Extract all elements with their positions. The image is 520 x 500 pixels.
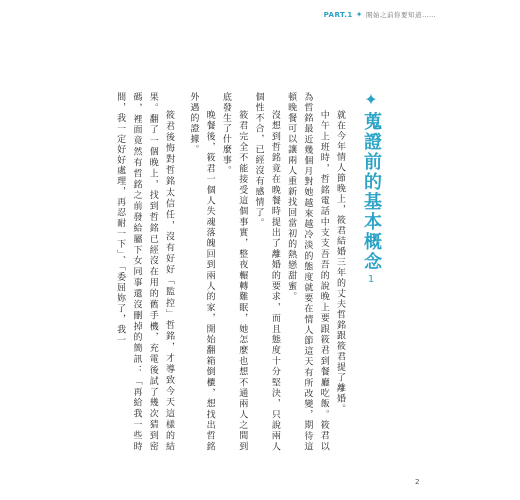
paragraph: 筱君完全不能接受這個事實，整夜輾轉難眠，她怎麼也想不通兩人之間到底發生了什麼事。: [220, 92, 248, 452]
paragraph: 沒想到哲銘竟在晚餐時提出了離婚的要求，而且態度十分堅決，只說兩人個性不合，已經沒有感情了。: [253, 92, 280, 452]
running-header: [324, 10, 436, 19]
body-text: [112, 92, 348, 452]
star-icon: ✦: [355, 10, 363, 19]
part-label: PART.1: [323, 10, 353, 19]
paragraph: 中午上班時，哲銘電話中支支吾吾的說晚上要跟筱君到餐廳吃飯。筱君以為哲銘最近幾個月對她越來越冷淡的態度就要在情人節這天有所改變，期待這頓晚餐可以讓兩人重新找回當初的熱戀甜蜜。: [286, 92, 329, 452]
chapter-title: 蒐證前的基本概念: [361, 112, 382, 272]
paragraph: 晚餐後，筱君一個人失魂落魄回到兩人的家，開始翻箱倒櫃，想找出哲銘外遇的證據。: [188, 92, 215, 452]
page-number: 2: [415, 478, 420, 486]
paragraph: 筱君後悔對哲銘太信任，沒有好好「監控」哲銘，才導致今天這樣的結果。翻了一個晚上，找到哲銘已經沒在用的舊手機，充電後試了幾次猜到密碼，裡面竟然有哲銘之前發給屬下女同事還沒刪掉的簡訊：「再給我一些時間，我一定好好處理，再忍耐一下」、「委屈妳了，我一: [115, 92, 175, 452]
chapter-star-icon: ✦: [364, 90, 378, 109]
section-title: 開始之前你要知道……: [366, 11, 436, 19]
chapter-heading: [358, 92, 384, 285]
chapter-number: 1: [367, 274, 375, 285]
paragraph: 就在今年情人節晚上，筱君結婚三年的丈夫哲銘跟筱君提了離婚。: [335, 110, 345, 415]
